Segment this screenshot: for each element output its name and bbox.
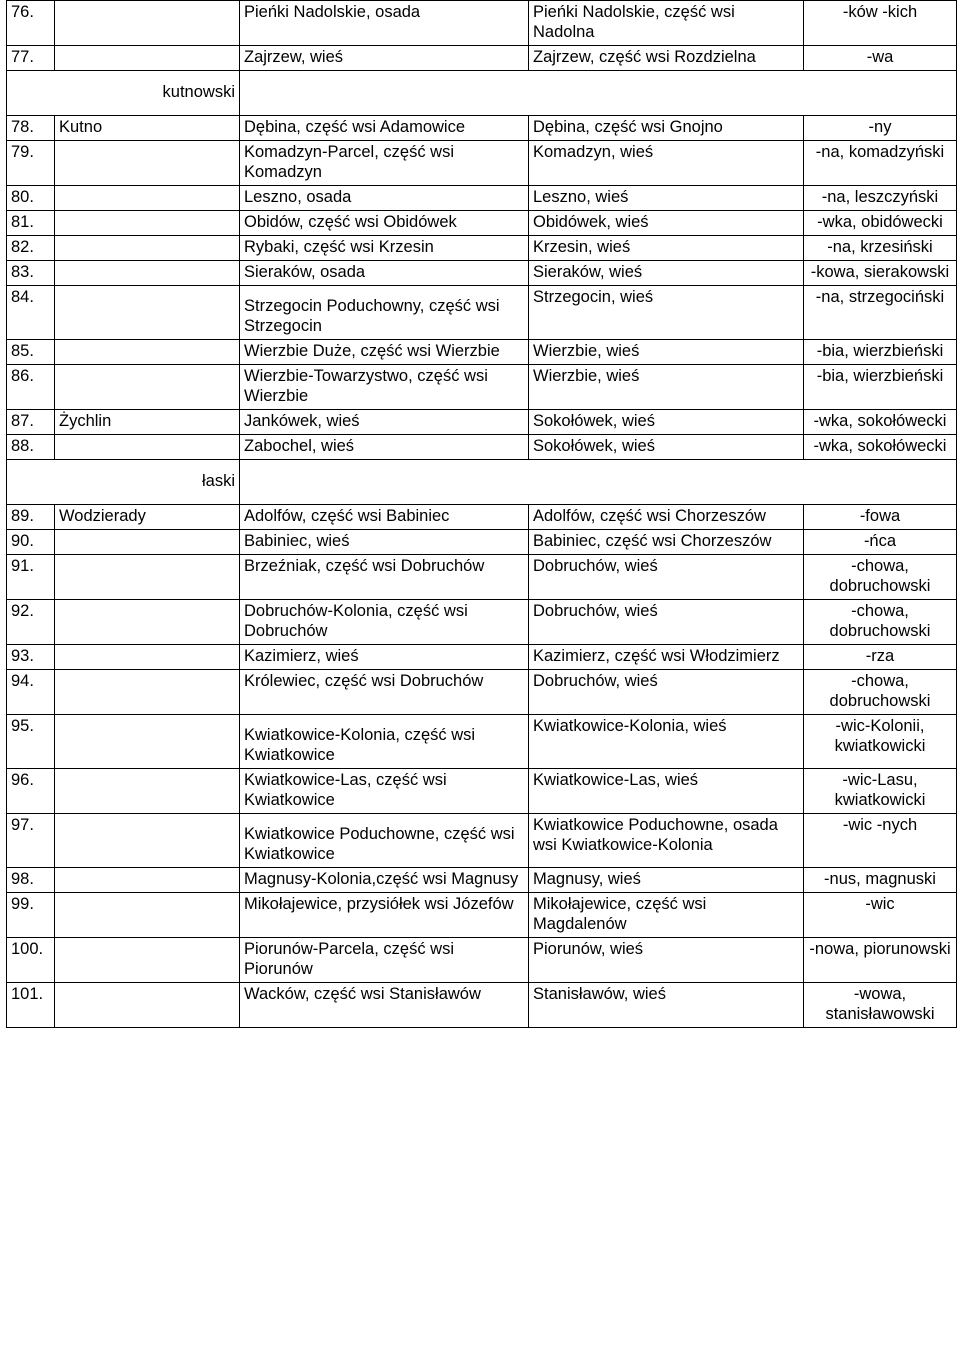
inflection-ending: -chowa, dobruchowski [804, 600, 957, 645]
base-place-name: Komadzyn, wieś [529, 141, 804, 186]
municipality-name [55, 211, 240, 236]
municipality-name [55, 715, 240, 769]
table-row [7, 868, 957, 893]
place-name: Piorunów-Parcela, część wsi Piorunów [240, 938, 529, 983]
base-place-name: Wierzbie, wieś [529, 340, 804, 365]
inflection-ending: -wic [804, 893, 957, 938]
base-place-name: Dobruchów, wieś [529, 600, 804, 645]
inflection-ending: -bia, wierzbieński [804, 365, 957, 410]
place-name: Dębina, część wsi Adamowice [240, 116, 529, 141]
base-place-name: Kwiatkowice-Kolonia, wieś [529, 715, 804, 769]
base-place-name: Wierzbie, wieś [529, 365, 804, 410]
inflection-ending: -wa [804, 46, 957, 71]
inflection-ending: -wic-Kolonii, kwiatkowicki [804, 715, 957, 769]
table-row [7, 340, 957, 365]
row-number: 90. [7, 530, 55, 555]
place-name: Wacków, część wsi Stanisławów [240, 983, 529, 1028]
base-place-name: Babiniec, część wsi Chorzeszów [529, 530, 804, 555]
municipality-name [55, 670, 240, 715]
place-name: Sieraków, osada [240, 261, 529, 286]
row-number: 92. [7, 600, 55, 645]
place-name: Kazimierz, wieś [240, 645, 529, 670]
inflection-ending: -wka, sokołówecki [804, 410, 957, 435]
place-name: Zajrzew, wieś [240, 46, 529, 71]
place-name [240, 715, 529, 769]
row-number: 81. [7, 211, 55, 236]
base-place-name: Obidówek, wieś [529, 211, 804, 236]
row-number: 93. [7, 645, 55, 670]
table-row [7, 365, 957, 410]
table-row [7, 769, 957, 814]
municipality-name [55, 286, 240, 340]
row-number: 96. [7, 769, 55, 814]
inflection-ending: -fowa [804, 505, 957, 530]
inflection-ending: -ny [804, 116, 957, 141]
table-row [7, 645, 957, 670]
table-row [7, 116, 957, 141]
table-row [7, 261, 957, 286]
inflection-ending: -na, leszczyński [804, 186, 957, 211]
row-number: 87. [7, 410, 55, 435]
row-number: 100. [7, 938, 55, 983]
base-place-name: Strzegocin, wieś [529, 286, 804, 340]
table-row [7, 505, 957, 530]
base-place-name: Sokołówek, wieś [529, 435, 804, 460]
municipality-name [55, 600, 240, 645]
base-place-name: Krzesin, wieś [529, 236, 804, 261]
municipality-name [55, 435, 240, 460]
row-number: 95. [7, 715, 55, 769]
table-row [7, 814, 957, 868]
table-row [7, 715, 957, 769]
place-name: Pieńki Nadolskie, osada [240, 1, 529, 46]
section-header-row [7, 460, 957, 505]
municipality-name [55, 893, 240, 938]
row-number: 85. [7, 340, 55, 365]
inflection-ending: -ków -kich [804, 1, 957, 46]
municipality-name: Kutno [55, 116, 240, 141]
base-place-name: Adolfów, część wsi Chorzeszów [529, 505, 804, 530]
municipality-name [55, 983, 240, 1028]
base-place-name: Magnusy, wieś [529, 868, 804, 893]
table-row [7, 286, 957, 340]
municipality-name: Wodzierady [55, 505, 240, 530]
place-name: Zabochel, wieś [240, 435, 529, 460]
table-row [7, 938, 957, 983]
table-row [7, 893, 957, 938]
section-spacer [240, 71, 957, 116]
table-row [7, 983, 957, 1028]
table-row [7, 236, 957, 261]
base-place-name: Dobruchów, wieś [529, 555, 804, 600]
row-number: 98. [7, 868, 55, 893]
municipality-name [55, 868, 240, 893]
row-number: 99. [7, 893, 55, 938]
inflection-ending: -ńca [804, 530, 957, 555]
table-row [7, 670, 957, 715]
table-row [7, 46, 957, 71]
inflection-ending: -bia, wierzbieński [804, 340, 957, 365]
place-name-text: Kwiatkowice-Kolonia, część wsi Kwiatkowice [244, 726, 476, 764]
base-place-name: Mikołajewice, część wsi Magdalenów [529, 893, 804, 938]
municipality-name [55, 340, 240, 365]
municipality-name [55, 46, 240, 71]
municipality-name [55, 530, 240, 555]
inflection-ending: -wic -nych [804, 814, 957, 868]
table-row [7, 1, 957, 46]
inflection-ending: -chowa, dobruchowski [804, 555, 957, 600]
municipality-name [55, 261, 240, 286]
inflection-ending: -wic-Lasu, kwiatkowicki [804, 769, 957, 814]
place-name: Mikołajewice, przysiółek wsi Józefów [240, 893, 529, 938]
base-place-name: Zajrzew, część wsi Rozdzielna [529, 46, 804, 71]
place-name: Adolfów, część wsi Babiniec [240, 505, 529, 530]
place-name: Kwiatkowice-Las, część wsi Kwiatkowice [240, 769, 529, 814]
base-place-name: Kwiatkowice-Las, wieś [529, 769, 804, 814]
county-name: kutnowski [7, 71, 240, 116]
row-number: 94. [7, 670, 55, 715]
place-name [240, 286, 529, 340]
base-place-name: Piorunów, wieś [529, 938, 804, 983]
municipality-name: Żychlin [55, 410, 240, 435]
place-name-text: Kwiatkowice Poduchowne, część wsi Kwiatkowice [244, 825, 515, 863]
municipality-name [55, 186, 240, 211]
base-place-name: Sokołówek, wieś [529, 410, 804, 435]
row-number: 86. [7, 365, 55, 410]
row-number: 82. [7, 236, 55, 261]
inflection-ending: -wka, sokołówecki [804, 435, 957, 460]
row-number: 84. [7, 286, 55, 340]
row-number: 78. [7, 116, 55, 141]
row-number: 88. [7, 435, 55, 460]
place-name: Wierzbie Duże, część wsi Wierzbie [240, 340, 529, 365]
section-spacer [240, 460, 957, 505]
base-place-name: Kwiatkowice Poduchowne, osada wsi Kwiatkowice-Kolonia [529, 814, 804, 868]
table-row [7, 530, 957, 555]
place-name: Babiniec, wieś [240, 530, 529, 555]
row-number: 83. [7, 261, 55, 286]
inflection-ending: -na, komadzyński [804, 141, 957, 186]
row-number: 91. [7, 555, 55, 600]
table-row [7, 600, 957, 645]
place-names-table [6, 0, 957, 1028]
table-row [7, 435, 957, 460]
place-name: Magnusy-Kolonia,część wsi Magnusy [240, 868, 529, 893]
municipality-name [55, 769, 240, 814]
municipality-name [55, 555, 240, 600]
table-row [7, 410, 957, 435]
place-name: Obidów, część wsi Obidówek [240, 211, 529, 236]
row-number: 97. [7, 814, 55, 868]
municipality-name [55, 365, 240, 410]
municipality-name [55, 1, 240, 46]
base-place-name: Leszno, wieś [529, 186, 804, 211]
row-number: 77. [7, 46, 55, 71]
base-place-name: Dębina, część wsi Gnojno [529, 116, 804, 141]
base-place-name: Stanisławów, wieś [529, 983, 804, 1028]
inflection-ending: -na, krzesiński [804, 236, 957, 261]
inflection-ending: -na, strzegociński [804, 286, 957, 340]
place-name-text: Strzegocin Poduchowny, część wsi Strzegocin [244, 297, 500, 335]
base-place-name: Kazimierz, część wsi Włodzimierz [529, 645, 804, 670]
place-name: Jankówek, wieś [240, 410, 529, 435]
table-row [7, 186, 957, 211]
place-name: Komadzyn-Parcel, część wsi Komadzyn [240, 141, 529, 186]
municipality-name [55, 141, 240, 186]
section-header-row [7, 71, 957, 116]
municipality-name [55, 645, 240, 670]
county-name: łaski [7, 460, 240, 505]
municipality-name [55, 236, 240, 261]
table-row [7, 555, 957, 600]
row-number: 76. [7, 1, 55, 46]
place-name: Leszno, osada [240, 186, 529, 211]
table-body [7, 1, 957, 1028]
row-number: 79. [7, 141, 55, 186]
base-place-name: Pieńki Nadolskie, część wsi Nadolna [529, 1, 804, 46]
row-number: 89. [7, 505, 55, 530]
base-place-name: Sieraków, wieś [529, 261, 804, 286]
table-row [7, 211, 957, 236]
place-name: Wierzbie-Towarzystwo, część wsi Wierzbie [240, 365, 529, 410]
place-name [240, 814, 529, 868]
place-name: Brzeźniak, część wsi Dobruchów [240, 555, 529, 600]
municipality-name [55, 814, 240, 868]
municipality-name [55, 938, 240, 983]
inflection-ending: -wka, obidówecki [804, 211, 957, 236]
place-name: Królewiec, część wsi Dobruchów [240, 670, 529, 715]
row-number: 101. [7, 983, 55, 1028]
row-number: 80. [7, 186, 55, 211]
table-row [7, 141, 957, 186]
inflection-ending: -nus, magnuski [804, 868, 957, 893]
place-name: Dobruchów-Kolonia, część wsi Dobruchów [240, 600, 529, 645]
inflection-ending: -wowa, stanisławowski [804, 983, 957, 1028]
inflection-ending: -rza [804, 645, 957, 670]
inflection-ending: -nowa, piorunowski [804, 938, 957, 983]
inflection-ending: -kowa, sierakowski [804, 261, 957, 286]
place-name: Rybaki, część wsi Krzesin [240, 236, 529, 261]
inflection-ending: -chowa, dobruchowski [804, 670, 957, 715]
base-place-name: Dobruchów, wieś [529, 670, 804, 715]
